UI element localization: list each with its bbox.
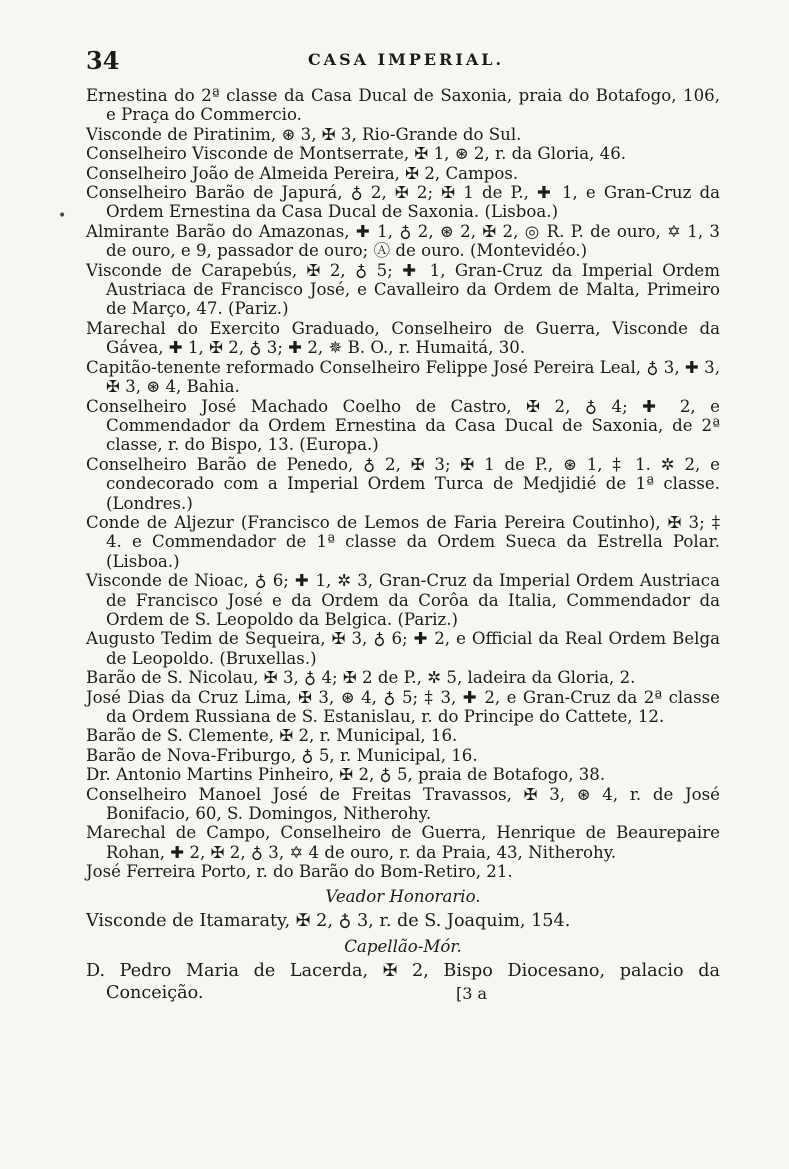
section-title-veador: Veador Honorario. <box>325 886 481 906</box>
entry: Conde de Aljezur (Francisco de Lemos de Faria Pereira Coutinho), ✠ 3; ‡ 4. e Commendador de 1ª classe da Ordem Sueca da Estrella Polar. (Lisboa.) <box>86 512 720 571</box>
entry: Barão de S. Nicolau, ✠ 3, ♁ 4; ✠ 2 de P., ✲ 5, ladeira da Gloria, 2. <box>86 668 636 688</box>
running-title: CASA IMPERIAL. <box>307 50 505 69</box>
entry: Conselheiro José Machado Coelho de Castro, ✠ 2, ♁ 4; ✚ 2, e Commendador da Ordem Ernestina da Casa Ducal de Saxonia, de 2ª classe, r. do Bispo, 13. (Europa.) <box>86 396 720 455</box>
entry: Conselheiro Manoel José de Freitas Travassos, ✠ 3, ⊛ 4, r. de José Bonifacio, 60, S. Domingos, Nitherohy. <box>86 784 720 824</box>
catchword: [3 a <box>456 984 488 1003</box>
page-header <box>86 46 726 74</box>
entry: Conselheiro Visconde de Montserrate, ✠ 1, ⊛ 2, r. da Gloria, 46. <box>86 144 627 164</box>
entry: Marechal do Exercito Graduado, Conselheiro de Guerra, Visconde da Gávea, ✚ 1, ✠ 2, ♁ 3; ✚ 2, ✵ B. O., r. Humaitá, 30. <box>86 318 720 358</box>
entry: Augusto Tedim de Sequeira, ✠ 3, ♁ 6; ✚ 2, e Official da Real Ordem Belga de Leopoldo. (Bruxellas.) <box>86 629 720 668</box>
entry: José Ferreira Porto, r. do Barão do Bom-Retiro, 21. <box>86 862 513 882</box>
entry: Visconde de Nioac, ♁ 6; ✚ 1, ✲ 3, Gran-Cruz da Imperial Ordem Austriaca de Francisco José e da Ordem da Corôa da Italia, Commendador da Ordem de S. Leopoldo da Belgica. (Pariz.) <box>86 571 720 629</box>
page-number: 34 <box>86 46 120 75</box>
entry: Conselheiro Barão de Penedo, ♁ 2, ✠ 3; ✠ 1 de P., ⊛ 1, ‡ 1. ✲ 2, e condecorado com a Imperial Ordem Turca de Medjidié de 1ª classe. (Londres.) <box>86 454 720 513</box>
entry: José Dias da Cruz Lima, ✠ 3, ⊛ 4, ♁ 5; ‡ 3, ✚ 2, e Gran-Cruz da 2ª classe da Ordem Russiana de S. Estanislau, r. do Principe do Cattete, 12. <box>86 687 720 726</box>
entry: Conselheiro Barão de Japurá, ♁ 2, ✠ 2; ✠ 1 de P., ✚ 1, e Gran-Cruz da Ordem Ernestina da Casa Ducal de Saxonia. (Lisboa.) <box>86 183 720 222</box>
entry: Visconde de Itamaraty, ✠ 2, ♁ 3, r. de S. Joaquim, 154. <box>86 910 571 931</box>
entry: Barão de S. Clemente, ✠ 2, r. Municipal, 16. <box>86 726 458 746</box>
entry: Dr. Antonio Martins Pinheiro, ✠ 2, ♁ 5, praia de Botafogo, 38. <box>86 765 606 785</box>
entry: Barão de Nova-Friburgo, ♁ 5, r. Municipal, 16. <box>86 745 478 765</box>
entry: Capitão-tenente reformado Conselheiro Felippe José Pereira Leal, ♁ 3, ✚ 3, ✠ 3, ⊛ 4, Bahia. <box>86 357 720 397</box>
entry: Almirante Barão do Amazonas, ✚ 1, ♁ 2, ⊛ 2, ✠ 2, ◎ R. P. de ouro, ✡ 1, 3 de ouro, e 9, passador de ouro; Ⓐ de ouro. (Montevidéo.) <box>86 221 720 261</box>
entry: Ernestina do 2ª classe da Casa Ducal de Saxonia, praia do Botafogo, 106, e Praça do Commercio. <box>86 86 720 125</box>
entry: Marechal de Campo, Conselheiro de Guerra, Henrique de Beaurepaire Rohan, ✚ 2, ✠ 2, ♁ 3, ✡ 4 de ouro, r. da Praia, 43, Nitherohy. <box>86 823 720 862</box>
entry: Conselheiro João de Almeida Pereira, ✠ 2, Campos. <box>86 163 519 183</box>
text-body <box>86 86 720 1004</box>
section-title-capellao: Capellão-Mór. <box>344 936 462 956</box>
entry: Visconde de Piratinim, ⊛ 3, ✠ 3, Rio-Grande do Sul. <box>86 124 522 144</box>
entry: Visconde de Carapebús, ✠ 2, ♁ 5; ✚ 1, Gran-Cruz da Imperial Ordem Austriaca de Francisco José, e Cavalleiro da Ordem de Malta, Primeiro de Março, 47. (Pariz.) <box>86 260 720 319</box>
entry: D. Pedro Maria de Lacerda, ✠ 2, Bispo Diocesano, palacio da Conceição. <box>86 960 720 1003</box>
margin-mark: • <box>58 208 67 224</box>
